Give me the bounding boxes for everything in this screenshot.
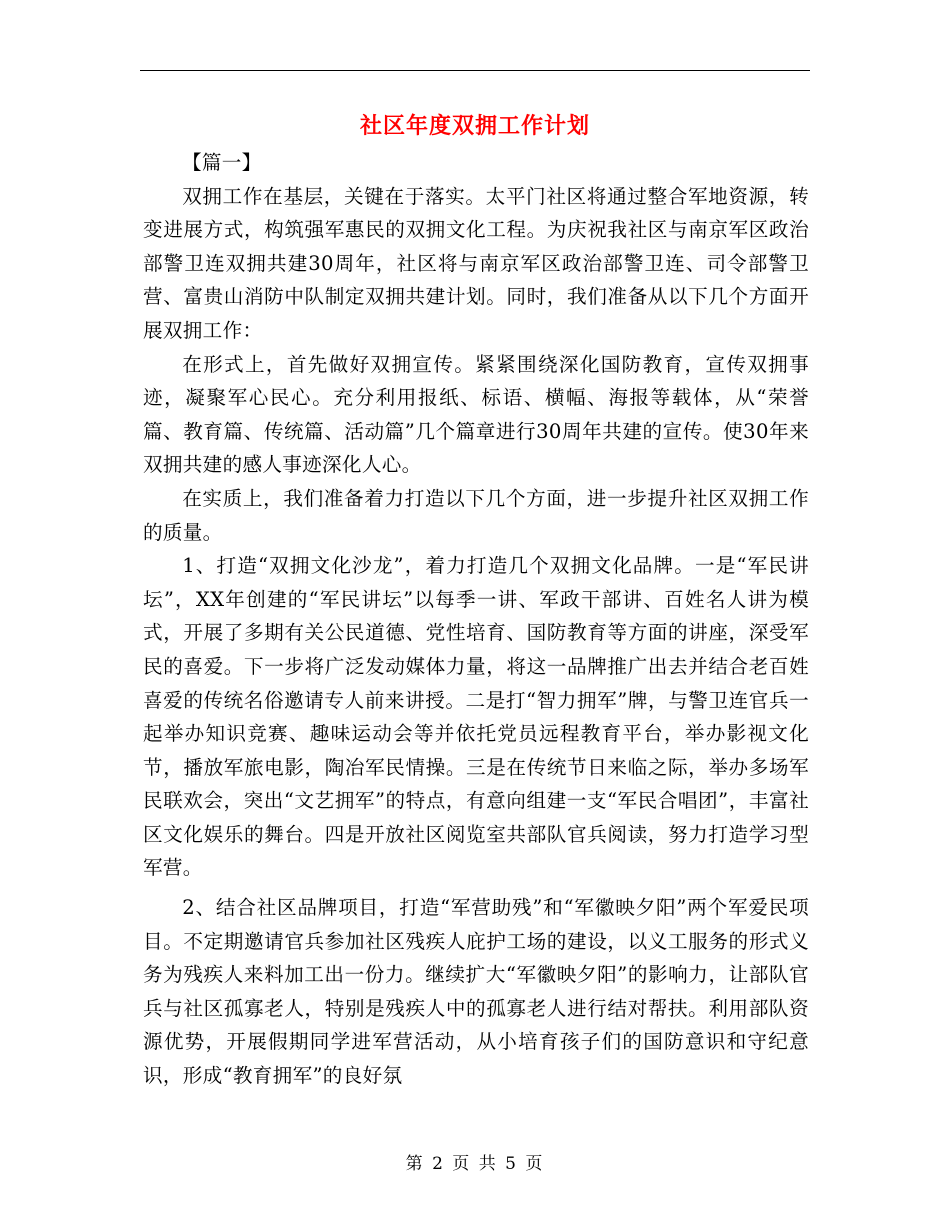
paragraph-4: 1、打造“双拥文化沙龙”，着力打造几个双拥文化品牌。一是“军民讲坛”，XX年创建的“军民讲坛”以每季一讲、军政干部讲、百姓名人讲为模式，开展了多期有关公民道德、党性培育、国防教育等方面的讲座，深受军民的喜爱。下一步将广泛发动媒体力量，将这一品牌推广出去并结合老百姓喜爱的传统名俗邀请专人前来讲授。二是打“智力拥军”牌，与警卫连官兵一起举办知识竞赛、趣味运动会等并依托党员远程教育平台，举办影视文化节，播放军旅电影，陶冶军民情操。三是在传统节日来临之际，举办多场军民联欢会，突出“文艺拥军”的特点，有意向组建一支“军民合唱团”，丰富社区文化娱乐的舞台。四是开放社区阅览室共部队官兵阅读，努力打造学习型军营。: [143, 554, 809, 880]
document-body: [143, 146, 809, 1093]
header-rule: [140, 70, 810, 71]
section-label: 【篇一】: [182, 151, 262, 174]
document-title: 社区年度双拥工作计划: [359, 113, 590, 139]
page-number-footer: 第 2 页 共 5 页: [405, 1154, 545, 1174]
paragraph-2: 在形式上，首先做好双拥宣传。紧紧围绕深化国防教育，宣传双拥事迹，凝聚军心民心。充分利用报纸、标语、横幅、海报等载体，从“荣誉篇、教育篇、传统篇、活动篇”几个篇章进行30周年共建的宣传。使30年来双拥共建的感人事迹深化人心。: [143, 352, 809, 477]
paragraph-5: 2、结合社区品牌项目，打造“军营助残”和“军徽映夕阳”两个军爱民项目。不定期邀请官兵参加社区残疾人庇护工场的建设，以义工服务的形式义务为残疾人来料加工出一份力。继续扩大“军徽映夕阳”的影响力，让部队官兵与社区孤寡老人，特别是残疾人中的孤寡老人进行结对帮扶。利用部队资源优势，开展假期同学进军营活动，从小培育孩子们的国防意识和守纪意识，形成“教育拥军”的良好氛: [143, 896, 809, 1088]
paragraph-1: 双拥工作在基层，关键在于落实。太平门社区将通过整合军地资源，转变进展方式，构筑强军惠民的双拥文化工程。为庆祝我社区与南京军区政治部警卫连双拥共建30周年，社区将与南京军区政治部警卫连、司令部警卫营、富贵山消防中队制定双拥共建计划。同时，我们准备从以下几个方面开展双拥工作：: [143, 184, 809, 342]
paragraph-3: 在实质上，我们准备着力打造以下几个方面，进一步提升社区双拥工作的质量。: [143, 486, 809, 544]
